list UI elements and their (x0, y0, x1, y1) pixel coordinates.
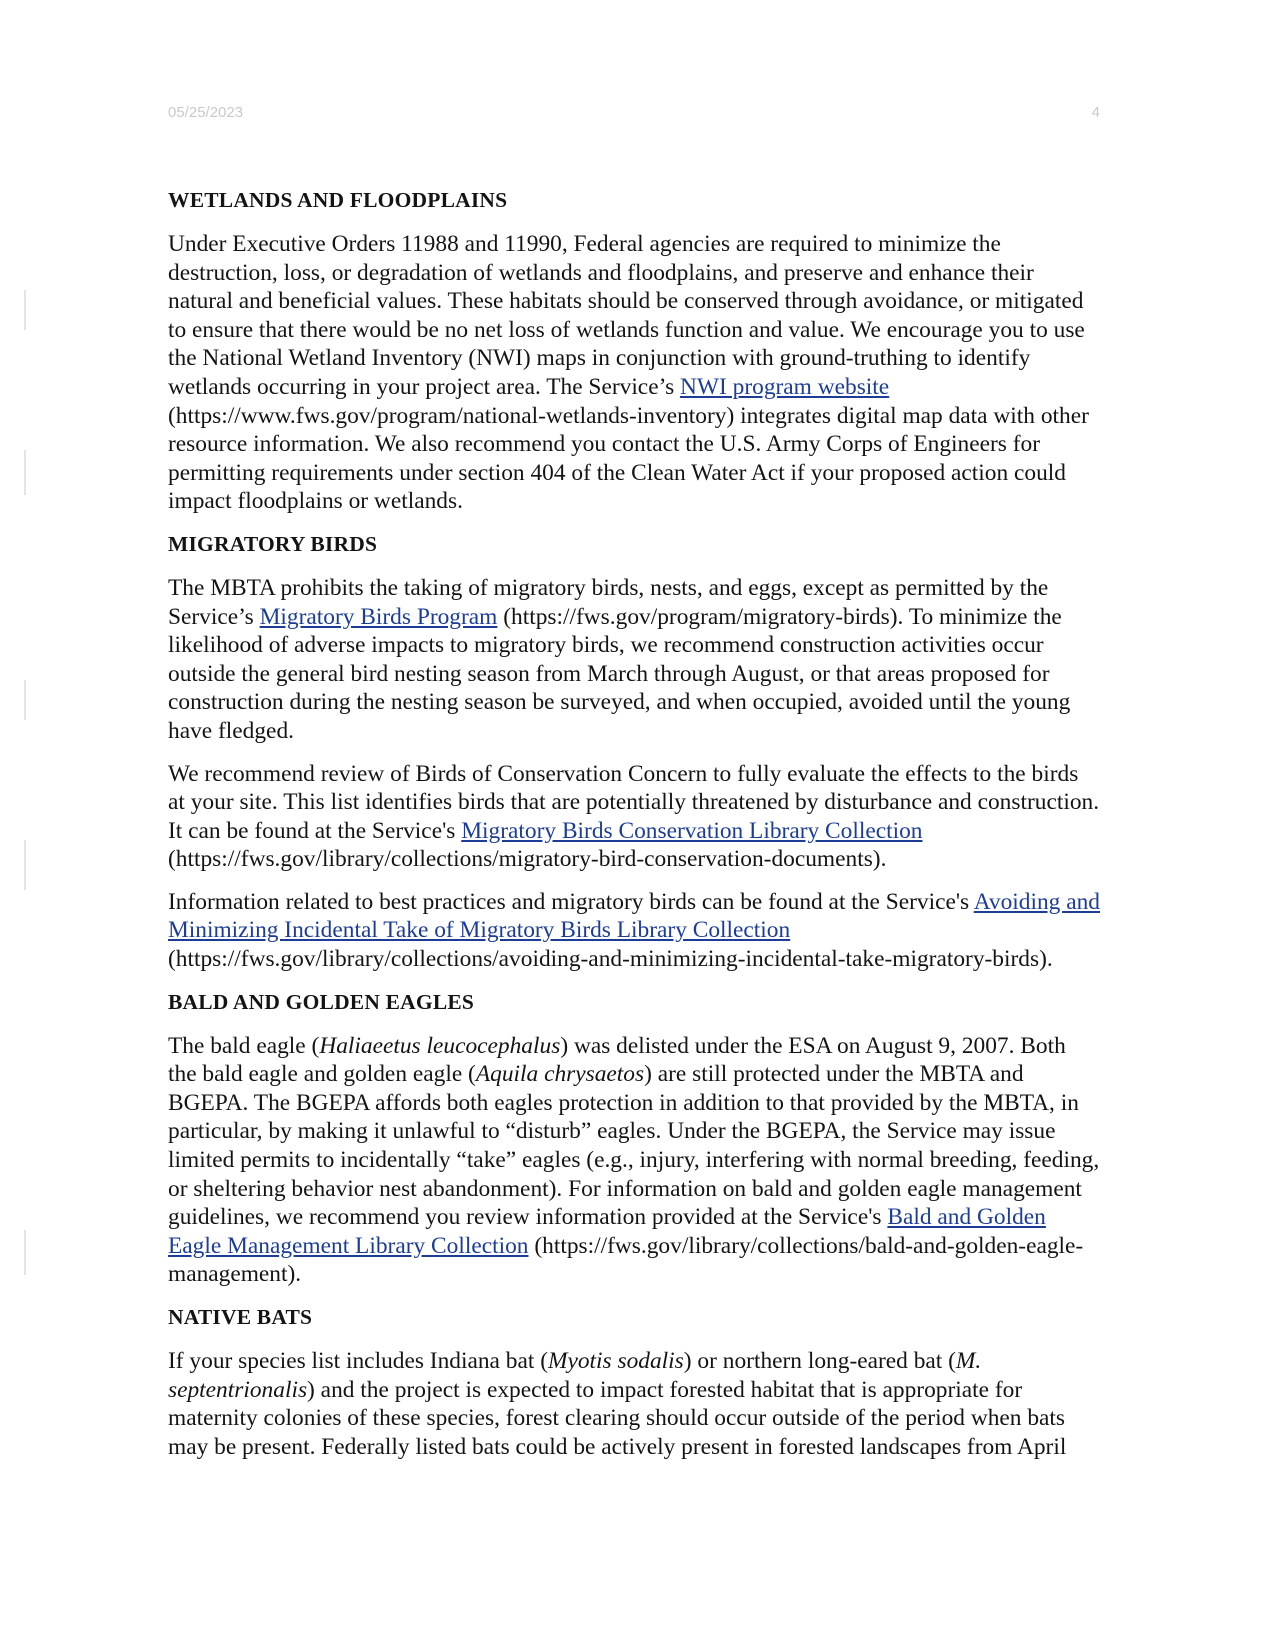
paragraph-text: We recommend review of Birds of Conservation Concern to fully evaluate the effects to the birds at your site. This list identifies birds that are potentially threatened by disturbance and construction. It can be found at the Service's (168, 760, 1100, 844)
document-body (168, 186, 1100, 1475)
paragraph-text: (https://fws.gov/library/collections/migratory-bird-conservation-documents). (168, 846, 887, 873)
section-heading-wetlands: WETLANDS AND FLOODPLAINS (168, 188, 508, 212)
incidental-take-library-link[interactable]: Avoiding and Minimizing Incidental Take of Migratory Birds Library Collection (168, 888, 1100, 944)
paragraph-eagles (168, 1032, 1100, 1289)
paragraph-migratory-1 (168, 574, 1100, 746)
paragraph-text: (https://fws.gov/library/collections/avoiding-and-minimizing-incidental-take-migratory-birds). (168, 946, 1053, 973)
paragraph-text: (https://fws.gov/program/migratory-birds). To minimize the likelihood of adverse impacts to migratory birds, we recommend construction activities occur outside the general bird nesting season from March through August, or that areas proposed for construction during the nesting season be surveyed, and when occupied, avoided until the young have fledged. (168, 603, 1071, 744)
section-heading-native-bats: NATIVE BATS (168, 1305, 313, 1329)
paragraph-text: ) are still protected under the MBTA and BGEPA. The BGEPA affords both eagles protection in addition to that provided by the MBTA, in particular, by making it unlawful to “disturb” eagles. Under the BGEPA, the Service may issue limited permits to incidentally “take” eagles (e.g., injury, interfering with normal breeding, feeding, or sheltering behavior nest abandonment). For information on bald and golden eagle management guidelines, we recommend you review information provided at the Service's (168, 1061, 1100, 1231)
scan-edge-mark (24, 1230, 26, 1275)
paragraph-text: If your species list includes Indiana bat ( (168, 1348, 548, 1374)
section-heading-migratory-birds: MIGRATORY BIRDS (168, 531, 378, 556)
eagle-management-library-link[interactable]: Bald and Golden Eagle Management Library Collection (168, 1204, 1046, 1259)
scan-edge-mark (24, 680, 26, 720)
paragraph-text: ) or northern long-eared bat ( (683, 1348, 956, 1374)
migratory-birds-program-link[interactable]: Migratory Birds Program (259, 603, 498, 630)
paragraph-text: (https://www.fws.gov/program/national-wetlands-inventory) integrates digital map data with other resource information. We also recommend you contact the U.S. Army Corps of Engineers for permitting requirements under section 404 of the Clean Water Act if your proposed action could impact floodplains or wetlands. (168, 402, 1089, 515)
section-heading-eagles: BALD AND GOLDEN EAGLES (168, 989, 475, 1014)
paragraph-text: The bald eagle ( (168, 1032, 320, 1059)
paragraph-text: ) was delisted under the ESA on August 9, 2007. Both the bald eagle and golden eagle ( (168, 1032, 1066, 1088)
scan-edge-mark (24, 450, 26, 495)
species-name: Haliaeetus leucocephalus (319, 1032, 561, 1059)
paragraph-text: ) and the project is expected to impact forested habitat that is appropriate for maternity colonies of these species, forest clearing should occur outside of the period when bats may be present. Federally listed bats could be actively present in forested landscapes from April (168, 1376, 1067, 1460)
paragraph-text: The MBTA prohibits the taking of migratory birds, nests, and eggs, except as permitted by the Service’s (168, 574, 1049, 630)
header-date: 05/25/2023 (168, 104, 244, 121)
scan-edge-mark (24, 840, 26, 890)
paragraph-wetlands (168, 230, 1100, 516)
paragraph-text: Information related to best practices and migratory birds can be found at the Service's (168, 888, 974, 915)
nwi-program-link[interactable]: NWI program website (680, 373, 890, 400)
page-number: 4 (1091, 104, 1100, 121)
species-name: Myotis sodalis (547, 1348, 684, 1374)
species-name: M. septentrionalis (168, 1348, 982, 1403)
species-name: Aquila chrysaetos (475, 1061, 645, 1088)
paragraph-text: Under Executive Orders 11988 and 11990, Federal agencies are required to minimize the destruction, loss, or degradation of wetlands and floodplains, and preserve and enhance their natural and beneficial values. These habitats should be conserved through avoidance, or mitigated to ensure that there would be no net loss of wetlands function and value. We encourage you to use the National Wetland Inventory (NWI) maps in conjunction with ground-truthing to identify wetlands occurring in your project area. The Service’s (168, 231, 1085, 400)
paragraph-migratory-2 (168, 760, 1100, 874)
paragraph-bats (168, 1347, 1100, 1461)
paragraph-migratory-3 (168, 888, 1100, 974)
paragraph-text: (https://fws.gov/library/collections/bald-and-golden-eagle-management). (168, 1232, 1084, 1288)
conservation-library-link[interactable]: Migratory Birds Conservation Library Collection (461, 817, 923, 844)
scan-edge-mark (24, 290, 26, 330)
